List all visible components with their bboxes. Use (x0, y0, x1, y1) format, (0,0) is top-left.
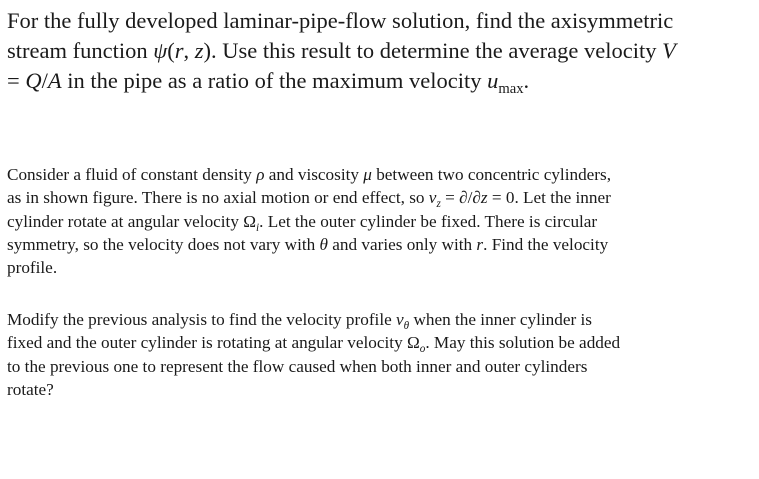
question-concentric-cylinders-inner-rotating (7, 163, 752, 279)
q2-line-3: cylinder rotate at angular velocity $\Omega_i$. Let the outer cylinder be fixed. There is circular (7, 211, 598, 234)
q2-line-4: symmetry, so the velocity does not vary with θ and varies only with r. Find the velocity (7, 234, 609, 254)
q2-line-1: Consider a fluid of constant density ρ and viscosity μ between two concentric cylinders, (7, 165, 612, 184)
q2-line-2: as in shown figure. There is no axial motion or end effect, so $v_z = \partial/\partial z = 0$. Let the inner (7, 188, 611, 211)
q1-line-2: stream function ψ(r, z). Use this result to determine the average velocity V (7, 38, 676, 63)
q2-line-5: profile. (7, 258, 58, 278)
q3-line-1: Modify the previous analysis to find the velocity profile $v_\theta$ when the inner cylinder is (7, 310, 592, 332)
q3-line-4: rotate? (7, 379, 54, 399)
q3-line-3: to the previous one to represent the flow caused when both inner and outer cylinders (7, 356, 588, 376)
question-pipe-flow-stream-function (7, 6, 752, 96)
q1-line-3: = Q/A in the pipe as a ratio of the maximum velocity $u_{max}$. (7, 68, 530, 98)
q1-line-1: For the fully developed laminar-pipe-flow solution, find the axisymmetric (7, 8, 674, 33)
question-concentric-cylinders-outer-rotating (7, 308, 752, 401)
q3-line-2: fixed and the outer cylinder is rotating at angular velocity $\Omega_o$. May this solution be added (7, 333, 621, 356)
